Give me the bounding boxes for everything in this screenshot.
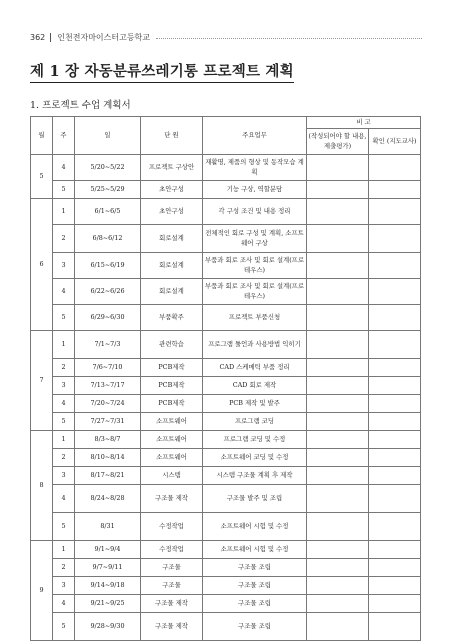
week-cell: 4: [53, 485, 75, 513]
table-row: [31, 305, 421, 331]
unit-cell: 초안구성: [141, 199, 203, 225]
month-cell: 5: [31, 155, 53, 199]
task-cell: 구조물 발주 및 조립: [203, 485, 307, 513]
note-student-cell: [307, 413, 369, 431]
unit-cell: PCB제작: [141, 377, 203, 395]
task-cell: 구조물 조립: [203, 613, 307, 641]
note-student-cell: [307, 449, 369, 467]
note-confirm-cell: [369, 331, 421, 359]
week-cell: 3: [53, 467, 75, 485]
table-row: [31, 559, 421, 577]
note-confirm-cell: [369, 279, 421, 305]
date-cell: 9/21~9/25: [75, 595, 141, 613]
date-cell: 9/1~9/4: [75, 541, 141, 559]
note-confirm-cell: [369, 577, 421, 595]
unit-cell: 소프트웨어: [141, 431, 203, 449]
date-cell: 5/25~5/29: [75, 181, 141, 199]
note-confirm-cell: [369, 395, 421, 413]
table-body: [31, 155, 421, 641]
note-confirm-cell: [369, 541, 421, 559]
unit-cell: 초안구성: [141, 181, 203, 199]
date-cell: 6/15~6/19: [75, 253, 141, 279]
table-row: [31, 595, 421, 613]
date-cell: 7/27~7/31: [75, 413, 141, 431]
task-cell: 프로그램 툴언과 사용방법 익히기: [203, 331, 307, 359]
week-cell: 5: [53, 613, 75, 641]
section-title: 1. 프로젝트 수업 계획서: [30, 100, 131, 111]
month-cell: 6: [31, 199, 53, 331]
table-row: [31, 541, 421, 559]
unit-cell: 수정작업: [141, 541, 203, 559]
note-confirm-cell: [369, 513, 421, 541]
table-row: [31, 513, 421, 541]
note-confirm-cell: [369, 155, 421, 181]
note-confirm-cell: [369, 467, 421, 485]
month-cell: 7: [31, 331, 53, 431]
task-cell: 재활명, 제품의 형상 및 동작모습 계획: [203, 155, 307, 181]
note-student-cell: [307, 559, 369, 577]
header-divider: [50, 33, 51, 42]
header-content: 주요업무: [203, 117, 307, 155]
week-cell: 2: [53, 359, 75, 377]
table-row: [31, 395, 421, 413]
note-student-cell: [307, 359, 369, 377]
note-confirm-cell: [369, 253, 421, 279]
table-row: [31, 253, 421, 279]
header-note-confirm: 확인 (지도교사): [369, 129, 421, 155]
week-cell: 2: [53, 225, 75, 253]
task-cell: 시스템 구조물 계획 후 제작: [203, 467, 307, 485]
unit-cell: 회로설계: [141, 253, 203, 279]
note-student-cell: [307, 595, 369, 613]
table-row: [31, 431, 421, 449]
week-cell: 5: [53, 305, 75, 331]
note-student-cell: [307, 225, 369, 253]
date-cell: 7/6~7/10: [75, 359, 141, 377]
note-confirm-cell: [369, 595, 421, 613]
table-row: [31, 331, 421, 359]
week-cell: 3: [53, 377, 75, 395]
table-row: [31, 467, 421, 485]
unit-cell: 구조물 제작: [141, 613, 203, 641]
date-cell: 7/20~7/24: [75, 395, 141, 413]
task-cell: CAD 회로 제작: [203, 377, 307, 395]
week-cell: 4: [53, 595, 75, 613]
note-confirm-cell: [369, 359, 421, 377]
week-cell: 2: [53, 559, 75, 577]
note-confirm-cell: [369, 449, 421, 467]
note-student-cell: [307, 377, 369, 395]
note-student-cell: [307, 431, 369, 449]
date-cell: 9/14~9/18: [75, 577, 141, 595]
task-cell: 부품과 회로 조사 및 회로 설계(프로테우스): [203, 279, 307, 305]
task-cell: 프로젝트 부품신청: [203, 305, 307, 331]
month-cell: 8: [31, 431, 53, 541]
note-student-cell: [307, 199, 369, 225]
note-confirm-cell: [369, 485, 421, 513]
date-cell: 8/17~8/21: [75, 467, 141, 485]
task-cell: 구조물 조립: [203, 595, 307, 613]
unit-cell: 부품확주: [141, 305, 203, 331]
date-cell: 7/1~7/3: [75, 331, 141, 359]
header-dotted-rule: [156, 38, 422, 39]
week-cell: 4: [53, 155, 75, 181]
task-cell: PCB 제작 및 발주: [203, 395, 307, 413]
date-cell: 8/31: [75, 513, 141, 541]
header-unit: 단 원: [141, 117, 203, 155]
task-cell: 소프트웨어 코딩 및 수정: [203, 449, 307, 467]
unit-cell: 구조물 제작: [141, 595, 203, 613]
date-cell: 6/8~6/12: [75, 225, 141, 253]
note-student-cell: [307, 485, 369, 513]
note-student-cell: [307, 613, 369, 641]
page-number: 362: [30, 32, 46, 42]
table-row: [31, 613, 421, 641]
unit-cell: 프로젝트 구상안: [141, 155, 203, 181]
note-confirm-cell: [369, 413, 421, 431]
date-cell: 9/28~9/30: [75, 613, 141, 641]
note-confirm-cell: [369, 181, 421, 199]
table-row: [31, 199, 421, 225]
week-cell: 1: [53, 541, 75, 559]
header-date: 일: [75, 117, 141, 155]
table-row: [31, 359, 421, 377]
unit-cell: PCB제작: [141, 395, 203, 413]
week-cell: 5: [53, 181, 75, 199]
table-row: [31, 577, 421, 595]
table-row: [31, 413, 421, 431]
header-month: 월: [31, 117, 53, 155]
task-cell: 구조물 조립: [203, 577, 307, 595]
date-cell: 9/7~9/11: [75, 559, 141, 577]
week-cell: 5: [53, 513, 75, 541]
week-cell: 4: [53, 279, 75, 305]
week-cell: 3: [53, 253, 75, 279]
table-row: [31, 485, 421, 513]
note-confirm-cell: [369, 613, 421, 641]
note-student-cell: [307, 395, 369, 413]
unit-cell: 관련학습: [141, 331, 203, 359]
task-cell: 프로그램 코딩 및 수정: [203, 431, 307, 449]
unit-cell: 소프트웨어: [141, 449, 203, 467]
date-cell: 6/1~6/5: [75, 199, 141, 225]
unit-cell: 구조물 제작: [141, 485, 203, 513]
date-cell: 6/22~6/26: [75, 279, 141, 305]
note-student-cell: [307, 513, 369, 541]
note-confirm-cell: [369, 559, 421, 577]
note-confirm-cell: [369, 431, 421, 449]
table-row: [31, 181, 421, 199]
week-cell: 3: [53, 577, 75, 595]
note-student-cell: [307, 155, 369, 181]
note-student-cell: [307, 331, 369, 359]
note-confirm-cell: [369, 199, 421, 225]
unit-cell: 구조물: [141, 577, 203, 595]
week-cell: 1: [53, 431, 75, 449]
task-cell: 소프트웨어 시험 및 수정: [203, 513, 307, 541]
table-row: [31, 377, 421, 395]
note-confirm-cell: [369, 305, 421, 331]
table-row: [31, 279, 421, 305]
date-cell: 6/29~6/30: [75, 305, 141, 331]
chapter-title: 제 1 장 자동분류쓰레기통 프로젝트 계획: [30, 60, 294, 83]
unit-cell: PCB제작: [141, 359, 203, 377]
running-header: [30, 30, 422, 44]
unit-cell: 수정작업: [141, 513, 203, 541]
header-note: 비 고: [307, 117, 421, 129]
task-cell: 전체적인 회로 구성 및 계획, 소프트웨어 구상: [203, 225, 307, 253]
note-student-cell: [307, 541, 369, 559]
header-note-student: (작성되어야 할 내용, 제출평가): [307, 129, 369, 155]
note-student-cell: [307, 467, 369, 485]
month-cell: 9: [31, 541, 53, 641]
task-cell: 소프트웨어 시험 및 수정: [203, 541, 307, 559]
week-cell: 1: [53, 331, 75, 359]
date-cell: 8/3~8/7: [75, 431, 141, 449]
header-week: 주: [53, 117, 75, 155]
date-cell: 5/20~5/22: [75, 155, 141, 181]
school-name: 인천전자마이스터고등학교: [57, 32, 151, 42]
task-cell: 기능 구상, 역할분담: [203, 181, 307, 199]
note-confirm-cell: [369, 377, 421, 395]
task-cell: CAD 스케메틱 부품 정리: [203, 359, 307, 377]
table-row: [31, 449, 421, 467]
task-cell: 부품과 회로 조사 및 회로 설계(프로테우스): [203, 253, 307, 279]
unit-cell: 시스템: [141, 467, 203, 485]
unit-cell: 소프트웨어: [141, 413, 203, 431]
table-row: [31, 155, 421, 181]
task-cell: 구조물 조립: [203, 559, 307, 577]
date-cell: 8/10~8/14: [75, 449, 141, 467]
unit-cell: 회로설계: [141, 279, 203, 305]
task-cell: 각 구성 조건 및 내용 정리: [203, 199, 307, 225]
unit-cell: 구조물: [141, 559, 203, 577]
note-student-cell: [307, 279, 369, 305]
date-cell: 8/24~8/28: [75, 485, 141, 513]
unit-cell: 회로설계: [141, 225, 203, 253]
week-cell: 5: [53, 413, 75, 431]
date-cell: 7/13~7/17: [75, 377, 141, 395]
note-student-cell: [307, 253, 369, 279]
note-student-cell: [307, 181, 369, 199]
week-cell: 4: [53, 395, 75, 413]
note-student-cell: [307, 577, 369, 595]
note-confirm-cell: [369, 225, 421, 253]
lesson-plan-table: [30, 116, 421, 641]
task-cell: 프로그램 코딩: [203, 413, 307, 431]
note-student-cell: [307, 305, 369, 331]
week-cell: 2: [53, 449, 75, 467]
table-row: [31, 225, 421, 253]
week-cell: 1: [53, 199, 75, 225]
